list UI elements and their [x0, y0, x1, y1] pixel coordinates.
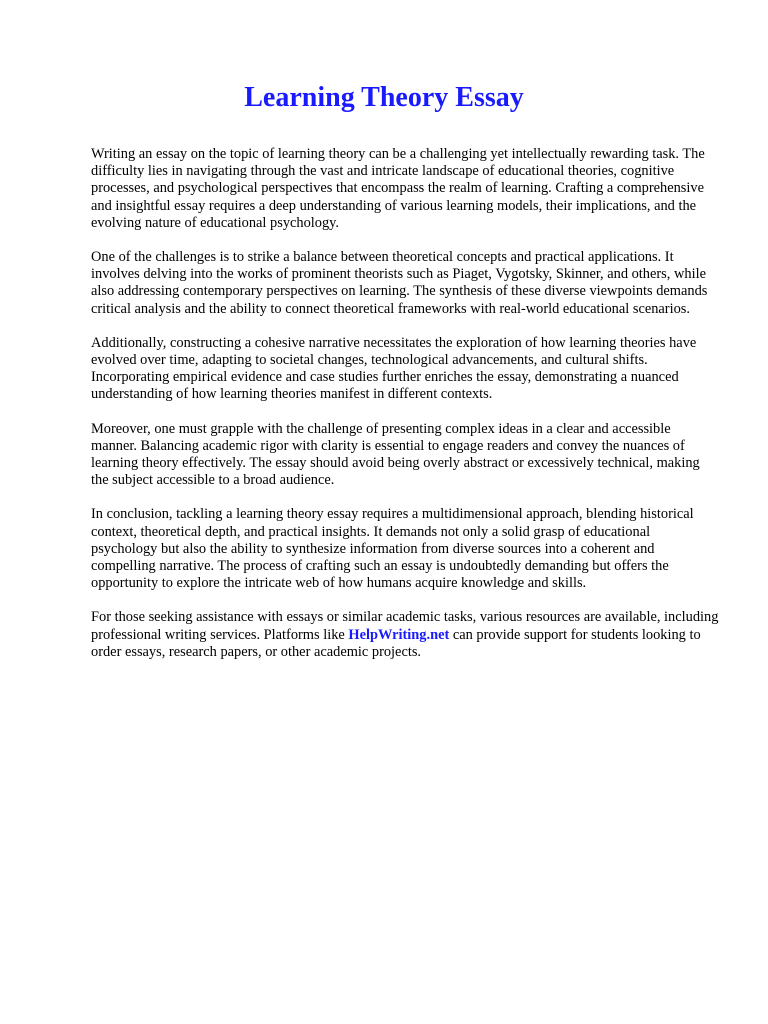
paragraph-4: Moreover, one must grapple with the challenge of presenting complex ideas in a clear and accessible manner. Balancing academic rigor with clarity is essential to engage readers and convey the nuances of learning theory effectively. The essay should avoid being overly abstract or excessively technical, making the subject accessible to a broad audience. — [91, 420, 700, 489]
page-title: Learning Theory Essay — [244, 82, 524, 113]
paragraph-1: Writing an essay on the topic of learning theory can be a challenging yet intellectually rewarding task. The difficulty lies in navigating through the vast and intricate landscape of educational theories, cognitive processes, and psychological perspectives that encompass the realm of learning. Crafting a comprehensive and insightful essay requires a deep understanding of various learning models, their implications, and the evolving nature of educational psychology. — [91, 146, 705, 231]
paragraph-6-text-before-link: For those seeking assistance with essays or similar academic tasks, various resources are available, including professional writing services. Platforms like — [91, 609, 719, 643]
paragraph-5: In conclusion, tackling a learning theory essay requires a multidimensional approach, blending historical context, theoretical depth, and practical insights. It demands not only a solid grasp of educational psychology but also the ability to synthesize information from diverse sources into a coherent and compelling narrative. The process of crafting such an essay is undoubtedly demanding but offers the opportunity to explore the intricate web of how humans acquire knowledge and skills. — [91, 506, 694, 592]
paragraph-6 — [91, 609, 719, 661]
essay-body — [91, 146, 719, 678]
paragraph-2: One of the challenges is to strike a balance between theoretical concepts and practical applications. It involves delving into the works of prominent theorists such as Piaget, Vygotsky, Skinner, and others, while also addressing contemporary perspectives on learning. The synthesis of these diverse viewpoints demands critical analysis and the ability to connect theoretical frameworks with real-world educational scenarios. — [91, 249, 708, 317]
paragraph-3: Additionally, constructing a cohesive narrative necessitates the exploration of how learning theories have evolved over time, adapting to societal changes, technological advancements, and cultural shifts. Incorporating empirical evidence and case studies further enriches the essay, demonstrating a nuanced understanding of how learning theories manifest in different contexts. — [91, 334, 697, 403]
helpwriting-link[interactable]: HelpWriting.net — [348, 626, 450, 643]
paragraph-6-text-after-link: can provide support for students looking to order essays, research papers, or other academic projects. — [91, 626, 701, 660]
